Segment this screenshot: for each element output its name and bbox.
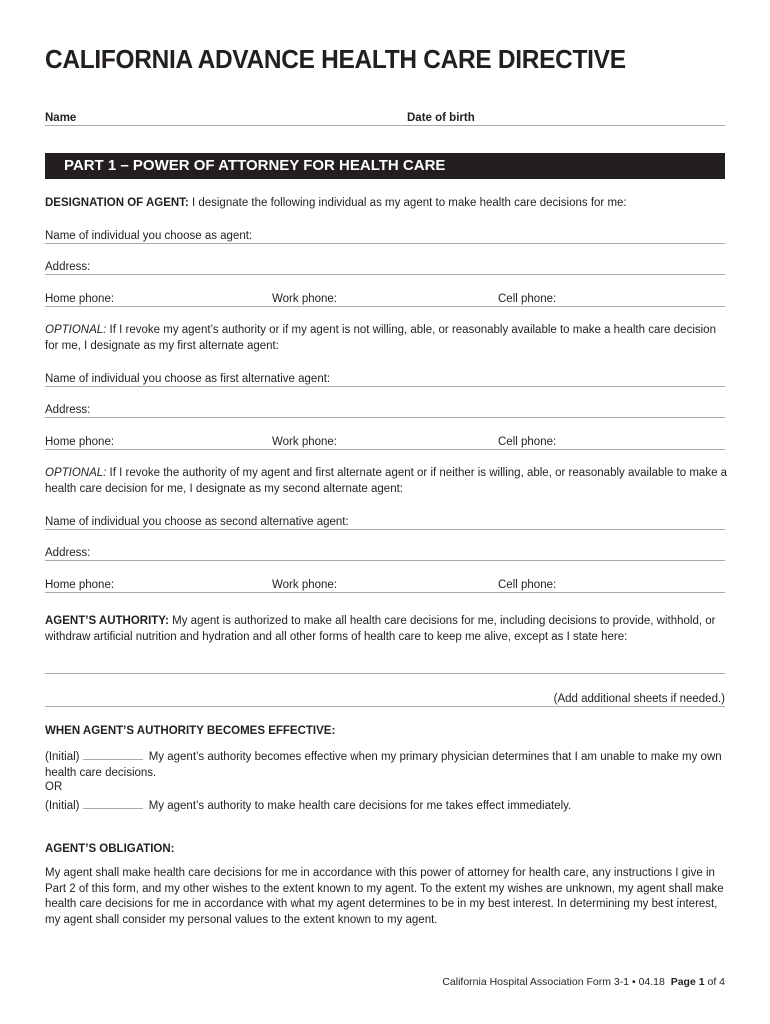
- alt2-address-label: Address:: [45, 547, 91, 559]
- authority-exceptions-line-1[interactable]: [45, 658, 725, 674]
- or-text: OR: [45, 781, 63, 793]
- alt1-home-phone-label: Home phone:: [45, 436, 115, 448]
- alt1-name-label: Name of individual you choose as first alternative agent:: [45, 373, 331, 385]
- alt1-cell-phone-label: Cell phone:: [498, 436, 557, 448]
- obligation-text: My agent shall make health care decisions for me in accordance with this power of attorney for health care, any instructions I give in Part 2 of this form, and my other wishes to the extent known to my agent. To the extent my wishes are unknown, my agent shall make health care decisions for me in accordance with what my agent determines to be in my best interest. In determining my best interest, my agent shall consider my personal values to the extent known to my agent.: [45, 867, 724, 926]
- authority-paragraph: [45, 614, 729, 645]
- alt1-address-label: Address:: [45, 404, 91, 416]
- additional-sheets-note: (Add additional sheets if needed.): [553, 693, 725, 705]
- initial-label-1: (Initial): [45, 751, 80, 763]
- page-title: CALIFORNIA ADVANCE HEALTH CARE DIRECTIVE: [45, 44, 626, 74]
- alt1-text: If I revoke my agent’s authority or if my agent is not willing, able, or reasonably available to make a health care decision for me, I designate as my first alternate agent:: [45, 324, 716, 352]
- alt2-optional: OPTIONAL:: [45, 467, 107, 479]
- footer-form: California Hospital Association Form 3-1 • 04.18: [442, 976, 665, 988]
- alt2-name-field[interactable]: [45, 514, 725, 530]
- alt2-address-field[interactable]: [45, 545, 725, 561]
- designation-paragraph: [45, 196, 729, 212]
- alt2-paragraph: [45, 466, 729, 497]
- effective-option-2: [45, 798, 729, 815]
- alt2-work-phone-label: Work phone:: [272, 579, 337, 591]
- dob-label: Date of birth: [407, 112, 475, 124]
- name-dob-field[interactable]: [45, 110, 725, 126]
- alt1-phone-row[interactable]: [45, 434, 725, 450]
- agent-cell-phone-label: Cell phone:: [498, 293, 557, 305]
- designation-label: DESIGNATION OF AGENT:: [45, 197, 189, 209]
- agent-phone-row[interactable]: [45, 291, 725, 307]
- alt1-name-field[interactable]: [45, 371, 725, 387]
- name-label: Name: [45, 112, 77, 124]
- effective-option-1: [45, 749, 729, 781]
- obligation-heading: AGENT’S OBLIGATION:: [45, 843, 175, 855]
- initial-field-2[interactable]: [83, 798, 143, 809]
- initial-field-1[interactable]: [83, 749, 143, 760]
- agent-name-label: Name of individual you choose as agent:: [45, 230, 253, 242]
- alt2-home-phone-label: Home phone:: [45, 579, 115, 591]
- footer-page: Page 1: [670, 976, 705, 988]
- agent-work-phone-label: Work phone:: [272, 293, 337, 305]
- alt2-phone-row[interactable]: [45, 577, 725, 593]
- authority-label: AGENT’S AUTHORITY:: [45, 615, 169, 627]
- alt1-paragraph: [45, 323, 729, 354]
- designation-text: I designate the following individual as my agent to make health care decisions for me:: [188, 197, 627, 209]
- footer-of-total: of 4: [704, 976, 725, 988]
- alt1-address-field[interactable]: [45, 402, 725, 418]
- alt2-text: If I revoke the authority of my agent and first alternate agent or if neither is willing, able, or reasonably available to make a health care decision for me, I designate as my second alternate agent:: [45, 467, 728, 495]
- part1-header: PART 1 – POWER OF ATTORNEY FOR HEALTH CARE: [45, 153, 725, 179]
- agent-address-field[interactable]: [45, 259, 725, 275]
- agent-address-label: Address:: [45, 261, 91, 273]
- page-footer: [442, 976, 725, 988]
- initial-label-2: (Initial): [45, 800, 80, 812]
- effective-option-2-text: My agent’s authority to make health care decisions for me takes effect immediately.: [148, 800, 572, 812]
- effective-heading: WHEN AGENT’S AUTHORITY BECOMES EFFECTIVE:: [45, 725, 336, 737]
- alt2-cell-phone-label: Cell phone:: [498, 579, 557, 591]
- alt2-name-label: Name of individual you choose as second alternative agent:: [45, 516, 349, 528]
- agent-name-field[interactable]: [45, 228, 725, 244]
- effective-option-1-text: My agent’s authority becomes effective when my primary physician determines that I am unable to make my own health care decisions.: [45, 751, 722, 779]
- alt1-work-phone-label: Work phone:: [272, 436, 337, 448]
- alt1-optional: OPTIONAL:: [45, 324, 107, 336]
- agent-home-phone-label: Home phone:: [45, 293, 115, 305]
- authority-text: My agent is authorized to make all health care decisions for me, including decisions to provide, withhold, or withdraw artificial nutrition and hydration and all other forms of health care to keep me alive, except as I state here:: [45, 615, 716, 643]
- authority-exceptions-line-2[interactable]: [45, 691, 725, 707]
